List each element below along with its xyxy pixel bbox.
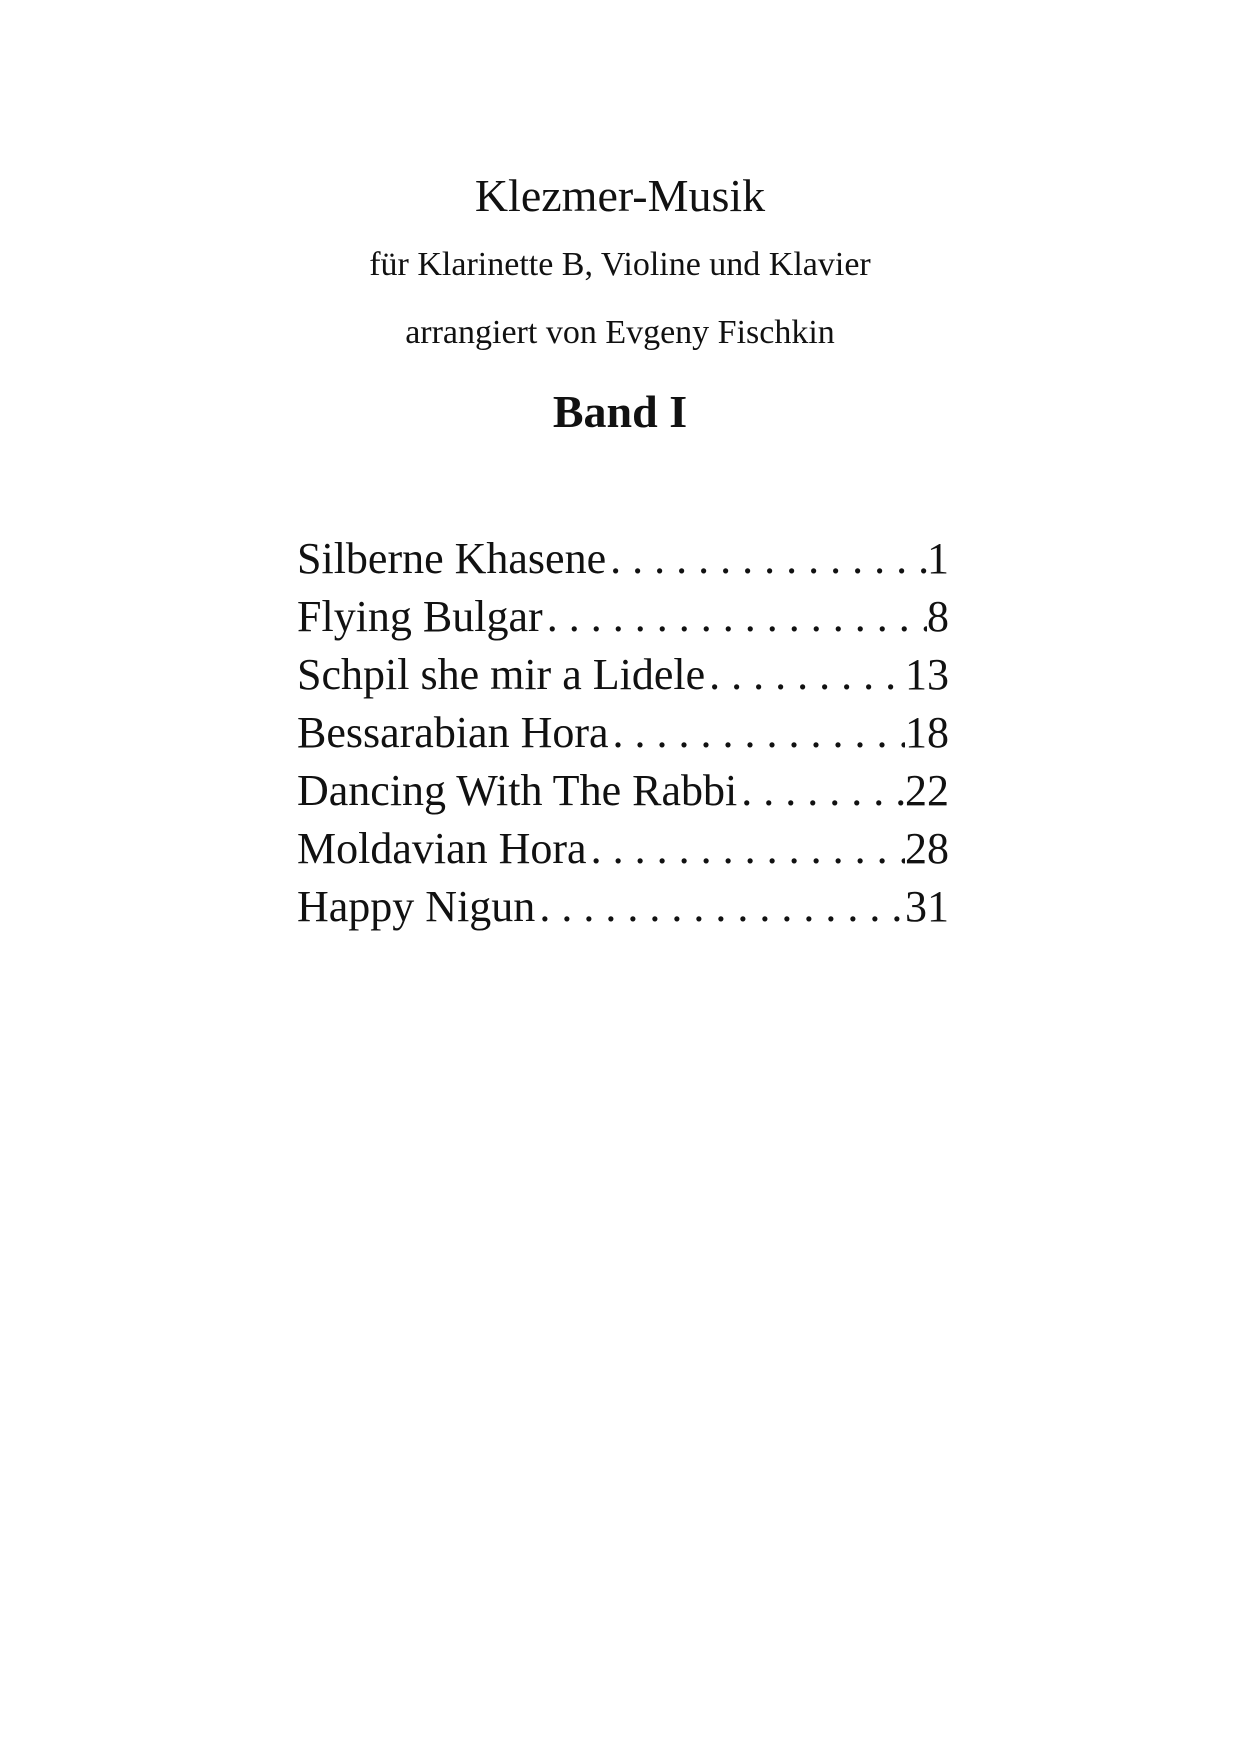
toc-entry [297, 588, 949, 646]
toc-entry-title: Dancing With The Rabbi [297, 766, 738, 815]
toc-entry-page: 18 [905, 708, 949, 757]
toc-entry [297, 820, 949, 878]
volume-heading: Band I [552, 386, 688, 437]
toc-leader-dots [609, 704, 905, 762]
document-subtitle: für Klarinette B, Violine und Klavier [369, 246, 871, 283]
toc-leader-dots [705, 646, 905, 704]
toc-leader-dots [737, 762, 905, 820]
toc-entry-title: Flying Bulgar [297, 592, 543, 641]
toc-entry [297, 878, 949, 936]
arranger-line: arrangiert von Evgeny Fischkin [405, 314, 835, 351]
toc-leader-dots [587, 820, 905, 878]
toc-entry-title: Happy Nigun [297, 882, 536, 931]
toc-entry-title: Schpil she mir a Lidele [297, 650, 706, 699]
toc-entry [297, 762, 949, 820]
toc-leader-dots [606, 530, 927, 588]
toc-entry-title: Silberne Khasene [297, 534, 607, 583]
toc-entry [297, 704, 949, 762]
toc-entry-title: Moldavian Hora [297, 824, 587, 873]
toc-entry-page: 31 [905, 882, 949, 931]
toc-entry-title: Bessarabian Hora [297, 708, 609, 757]
toc-entry-page: 28 [905, 824, 949, 873]
toc-entry [297, 646, 949, 704]
toc-entry-page: 13 [905, 650, 949, 699]
toc-leader-dots [535, 878, 905, 936]
document-title: Klezmer-Musik [474, 170, 766, 221]
toc-entry-page: 8 [927, 592, 949, 641]
toc-entry-page: 22 [905, 766, 949, 815]
toc-entry-page: 1 [927, 534, 949, 583]
toc-entry [297, 530, 949, 588]
toc-leader-dots [543, 588, 927, 646]
table-of-contents [297, 530, 949, 936]
